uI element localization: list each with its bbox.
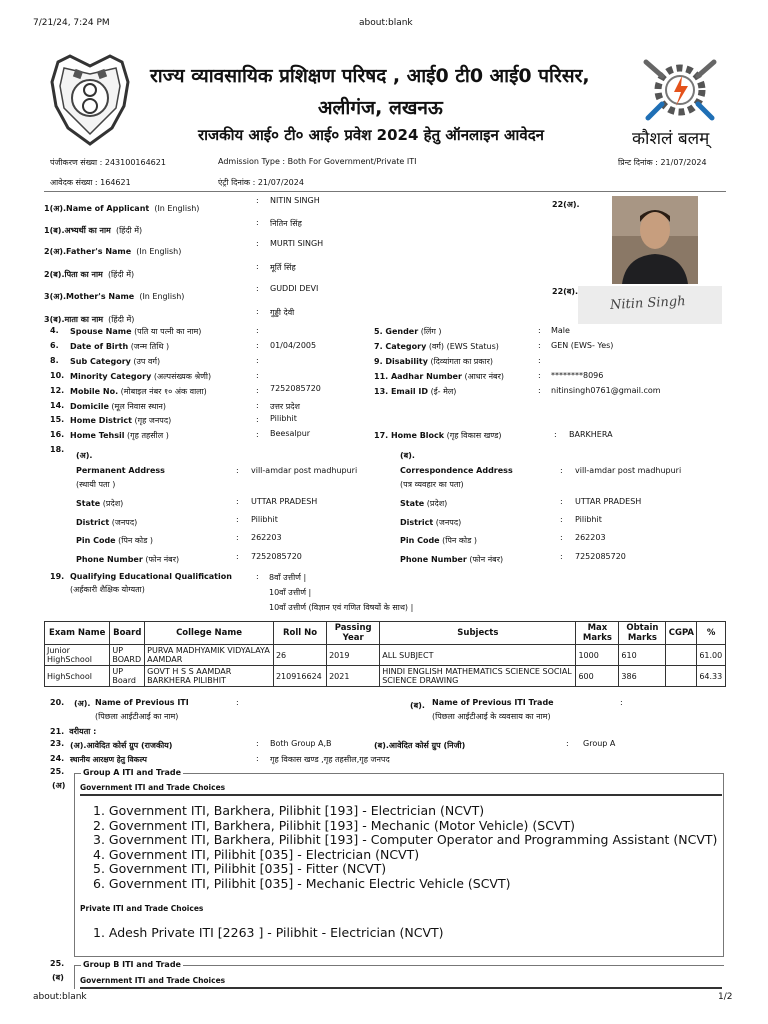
print-page-number: 1/2 (718, 992, 733, 1002)
skill-gear-logo-icon (640, 54, 720, 126)
field-row: 2(अ).Father's Name (In English) (44, 247, 182, 256)
education-table (44, 621, 726, 687)
group-b-title: Group B ITI and Trade (83, 960, 181, 969)
admission-type: Admission Type : Both For Government/Private ITI (218, 157, 417, 166)
corr-state: UTTAR PRADESH (575, 497, 642, 506)
perm-tag: (अ). (76, 451, 93, 460)
previous-iti: 20. (अ). Name of Previous ITI (पिछला आईटीआई का नाम) : (ब). Name of Previous ITI Trade (पिछला आईटीआई के व्यवसाय का नाम) : (50, 698, 623, 721)
aadhar-number: ********8096 (551, 371, 604, 380)
list-item: 4. Government ITI, Pilibhit [035] - Electrician (NCVT) (93, 846, 420, 862)
qualification-2: 10वॉं उत्तीर्ण | (269, 588, 312, 597)
mobile-number: 7252085720 (270, 384, 321, 393)
corr-district: Pilibhit (575, 515, 602, 524)
title-line-2: अलीगंज, लखनऊ (318, 97, 443, 119)
gov-choices-heading: Government ITI and Trade Choices (80, 783, 226, 792)
header-divider (44, 191, 726, 192)
signature-box (578, 286, 722, 324)
table-row: HighSchool UP Board GOVT H S S AAMDAR BARKHERA PILIBHIT 210916624 2021 HINDI ENGLISH MATHEMATICS SCIENCE SOCIAL SCIENCE DRAWING 600 386 64.33 (45, 666, 726, 687)
home-tehsil: Beesalpur (270, 429, 311, 438)
course-group-private: Group A (583, 739, 616, 748)
corr-address-value: vill-amdar post madhupuri (575, 466, 682, 475)
perm-phone: 7252085720 (251, 552, 302, 561)
pvt-choices-list (93, 926, 444, 941)
address-number: 18. (50, 445, 65, 454)
print-url-top: about:blank (359, 18, 413, 28)
list-item: 1. Adesh Private ITI [2263 ] - Pilibhit - Electrician (NCVT) (93, 925, 444, 940)
applicant-name-hi: नितिन सिंह (270, 219, 302, 228)
applicant-name-en: NITIN SINGH (270, 196, 320, 205)
person-photo-icon (612, 196, 698, 284)
email-id: nitinsingh0761@gmail.com (551, 386, 661, 395)
gender: Male (551, 326, 570, 335)
council-emblem-icon (48, 52, 132, 148)
table-row: Junior HighSchool UP BOARD PURVA MADHYAMIK VIDYALAYA AAMDAR 26 2019 ALL SUBJECT 1000 610 61.00 (45, 645, 726, 666)
perm-pin: 262203 (251, 533, 282, 542)
corr-tag: (ब). (400, 451, 415, 460)
motto-text: कौशलं बलम् (632, 129, 710, 149)
print-datetime: 7/21/24, 7:24 PM (33, 18, 110, 28)
group-a-box (74, 768, 724, 957)
list-item: 5. Government ITI, Pilibhit [035] - Fitter (NCVT) (93, 861, 387, 876)
corr-pin: 262203 (575, 533, 606, 542)
qualification-1: 8वॉं उत्तीर्ण | (269, 573, 307, 582)
table-header-row: Exam Name Board College Name Roll No Passing Year Subjects Max Marks Obtain Marks CGPA % (45, 622, 726, 645)
list-item: 6. Government ITI, Pilibhit [035] - Mechanic Electric Vehicle (SCVT) (93, 875, 511, 891)
details-right: 5. Gender (लिंग ) : Male 7. Category (वर्ग) (EWS Status) : GEN (EWS- Yes) 9. Disability (दिव्यांगता का प्रकार) : 11. Aadhar Number (आधार नंबर) : ********8096 13. Email ID (ई- मेल) : nitinsingh0761@gmail.com 17. Home Block (गृह विकास खण्ड) : BARKHERA (374, 326, 661, 440)
list-item: 2. Government ITI, Barkhera, Pilibhit [193] - Mechanic (Motor Vehicle) (SCVT) (93, 817, 576, 833)
print-date: प्रिन्ट दिनांक : 21/07/2024 (618, 158, 707, 167)
list-item: 3. Government ITI, Barkhera, Pilibhit [193] - Computer Operator and Programming Assistant (NCVT) (93, 832, 718, 847)
signature-image: Nitin Singh (609, 294, 686, 313)
field-row: 3(ब).माता का नाम (हिंदी में) (44, 315, 135, 324)
category: GEN (EWS- Yes) (551, 341, 614, 350)
registration-number: पंजीकरण संख्या : 243100164621 (50, 158, 166, 167)
applicant-photo (612, 196, 698, 284)
perm-state: UTTAR PRADESH (251, 497, 318, 506)
course-group-gov: Both Group A,B (270, 739, 332, 748)
merit-row: 21. वरीयता : (50, 727, 97, 736)
entry-date: एंट्री दिनांक : 21/07/2024 (218, 178, 304, 187)
group-b-box (74, 960, 724, 989)
gov-choices-list (93, 804, 717, 891)
reservation-value: गृह विकास खण्ड ,गृह तहसील,गृह जनपद (270, 755, 390, 764)
field-row: 2(ब).पिता का नाम (हिंदी में) (44, 270, 135, 279)
perm-address-value: vill-amdar post madhupuri (251, 466, 358, 475)
details-left: 4. Spouse Name (पति या पत्नी का नाम) : 6. Date of Birth (जन्म तिथि ) : 01/04/2005 8. Sub Category (उप वर्ग) : 10. Minority Category (अल्पसंख्यक श्रेणी) : 12. Mobile No. (मोबाइल नंबर १० अंक वाला) : 7252085720 14. Domicile (मूल निवास स्थान) : उत्तर प्रदेश 15. Home District (गृह जनपद) : Pilibhit 16. Home Tehsil (गृह तहसील ) : Beesalpur (50, 326, 321, 440)
photo-label: 22(अ). (552, 200, 580, 209)
father-name-en: MURTI SINGH (270, 239, 324, 248)
domicile: उत्तर प्रदेश (270, 402, 300, 411)
field-row: 1(अ).Name of Applicant (In English) (44, 204, 200, 213)
field-row: 1(ब).अभ्यर्थी का नाम (हिंदी में) (44, 226, 143, 235)
application-number: आवेदक संख्या : 164621 (50, 178, 131, 187)
list-item: 1. Government ITI, Barkhera, Pilibhit [193] - Electrician (NCVT) (93, 803, 485, 818)
field-row: 3(अ).Mother's Name (In English) (44, 292, 185, 301)
qualification-3: 10वॉं उत्तीर्ण (विज्ञान एवं गणित विषयों के साथ) | (269, 603, 414, 612)
date-of-birth: 01/04/2005 (270, 341, 317, 350)
qualification-section: 19. Qualifying Educational Qualification (अर्हकारी शैक्षिक योग्यता) : 8वॉं उत्तीर्ण | 10वॉं उत्तीर्ण | 10वॉं उत्तीर्ण (विज्ञान एवं गणित विषयों के साथ) | (50, 572, 414, 612)
title-line-1: राज्य व्यावसायिक प्रशिक्षण परिषद , आई0 टी0 आई0 परिसर, (150, 65, 590, 87)
signature-label: 22(ब). (552, 287, 579, 296)
correspondence-address: Correspondence Address (पत्र व्यवहार का पता) : vill-amdar post madhupuri State (प्रदेश) : UTTAR PRADESH District (जनपद) : Pilibhit Pin Code (पिन कोड ) : 262203 Phone Number (फोन नंबर) : 7252085720 (400, 466, 682, 564)
father-name-hi: मूर्ति सिंह (270, 263, 296, 272)
home-district: Pilibhit (270, 414, 297, 423)
course-groups: 23. (अ).आवेदित कोर्स ग्रुप (राजकीय) : Both Group A,B (ब).आवेदित कोर्स ग्रुप (निजी) : Group A (50, 739, 616, 750)
title-line-3: राजकीय आई० टी० आई० प्रवेश 2024 हेतु ऑनलाइन आवेदन (198, 126, 544, 144)
corr-phone: 7252085720 (575, 552, 626, 561)
home-block: BARKHERA (569, 430, 613, 439)
group-a-title: Group A ITI and Trade (83, 768, 182, 777)
perm-district: Pilibhit (251, 515, 278, 524)
local-reservation: 24. स्थानीय आरक्षण हेतु विकल्प : गृह विकास खण्ड ,गृह तहसील,गृह जनपद (50, 754, 390, 764)
mother-name-en: GUDDI DEVI (270, 284, 319, 293)
pvt-choices-heading: Private ITI and Trade Choices (80, 904, 204, 913)
mother-name-hi: गुड्डी देवी (270, 308, 295, 317)
print-url-bottom: about:blank (33, 992, 87, 1002)
permanent-address: Permanent Address (स्थायी पता ) : vill-amdar post madhupuri State (प्रदेश) : UTTAR PRADESH District (जनपद) : Pilibhit Pin Code (पिन कोड ) : 262203 Phone Number (फोन नंबर) : 7252085720 (76, 466, 358, 564)
group-b-gov-heading: Government ITI and Trade Choices (80, 976, 226, 985)
